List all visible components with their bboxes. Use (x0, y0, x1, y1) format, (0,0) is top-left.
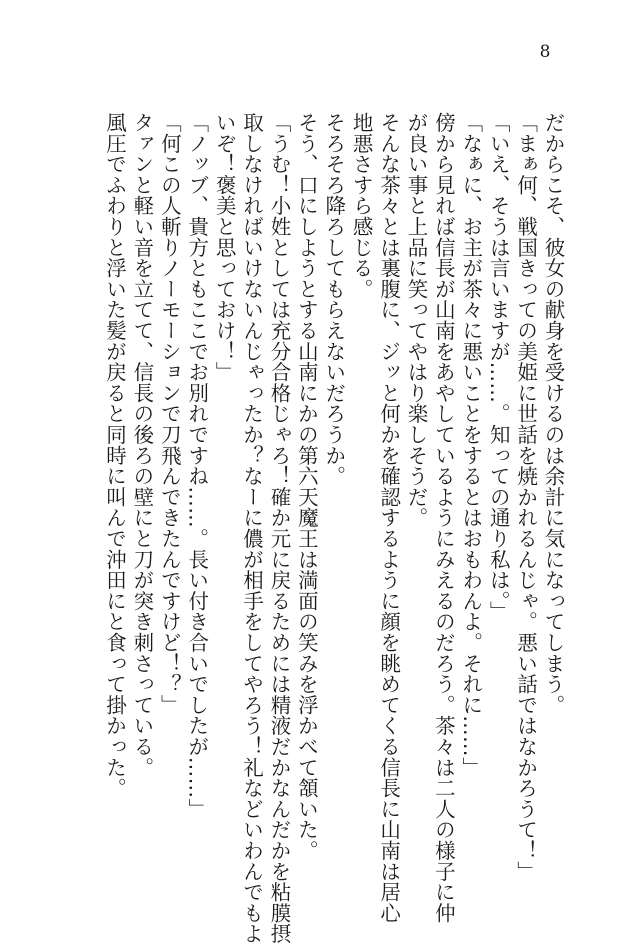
text-line: タァンと軽い音を立てて、信長の後ろの壁にと刀が突き刺さっている。 (129, 112, 154, 778)
text-line: いぞ！褒美と思っておけ！」 (212, 112, 237, 383)
text-line: 「ノッブ、貴方ともここでお別れですね……。長い付き合いでしたが……」 (184, 112, 209, 820)
text-line: が良い事と上品に笑ってやはり楽しそうだ。 (403, 112, 428, 528)
text-line: 地悪さすら感じる。 (349, 112, 374, 300)
text-line: 傍から見れば信長が山南をあやしているようにみえるのだろう。茶々は二人の様子に仲 (431, 112, 456, 924)
vertical-text-body (100, 112, 566, 944)
text-line: 「うむ！小姓としては充分合格じゃろ！確か元に戻るためには精液だかなんだかを粘膜摂 (266, 112, 291, 944)
text-line: そんな茶々とは裏腹に、ジッと何かを確認するように顔を眺めてくる信長に山南は居心 (376, 112, 401, 924)
text-line: 風圧でふわりと浮いた髪が戻ると同時に叫んで沖田にと食って掛かった。 (102, 112, 127, 799)
text-line: 「なぁに、お主が茶々に悪いことをするとはおもわんよ。それに……」 (458, 112, 483, 778)
page-number: 8 (539, 42, 551, 62)
text-line: 「いえ、そうは言いますが……。知っての通り私は。」 (486, 112, 511, 622)
text-line: 取しなければいけないんじゃったか？なーに儂が相手をしてやろう！礼などいわんでもよ (239, 112, 264, 944)
text-line: 「まぁ何、戦国きっての美姫に世話を焼かれるんじゃ。悪い話ではなかろうて！」 (513, 112, 538, 882)
text-line: 「何この人斬りノーモーションで刀飛んできたんですけど！？」 (157, 112, 182, 716)
text-line: そろそろ降ろしてもらえないだろうか。 (321, 112, 346, 487)
text-line: そう、口にしようとする山南にかの第六天魔王は満面の笑みを浮かべて頷いた。 (294, 112, 319, 861)
text-line: だからこそ、彼女の献身を受けるのは余計に気になってしまう。 (541, 112, 565, 716)
